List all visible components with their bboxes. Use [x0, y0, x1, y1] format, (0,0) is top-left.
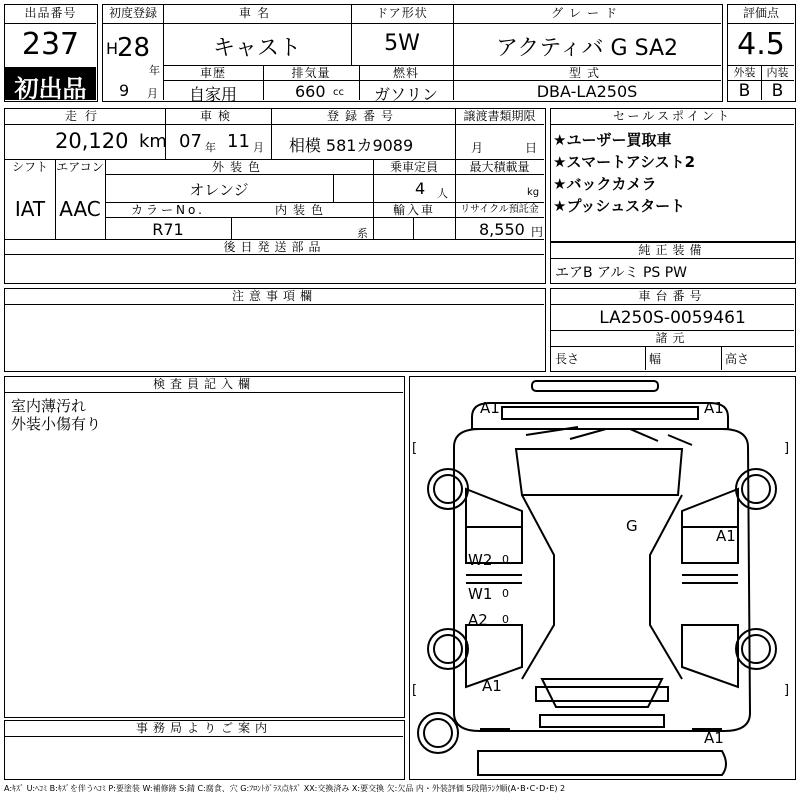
displacement-label: 排気量	[291, 66, 331, 80]
chassis-number: LA250S-0059461	[599, 308, 746, 328]
damage-diagram-box: A1 A1 G A1 W2 W1 A2 A1 A1 0 0 0 [ ] [ ]	[409, 376, 796, 780]
transfer-label: 譲渡書類期限	[463, 109, 536, 123]
first-reg-label: 初度登録	[108, 6, 157, 20]
chassis-box: 車台番号 LA250S-0059461 諸元 長さ 幅 高さ	[550, 288, 796, 372]
inspector-note: 外装小傷有り	[11, 415, 102, 433]
vehicle-header-box: 初度登録 H 28 年 9 月 車名 キャスト ドア形状 5W グレード アクティバ G SA2 車歴 自家用 排気量 660 cc 燃料 ガソリン 型式 DBA-LA250S	[102, 4, 723, 102]
score-box	[727, 4, 796, 102]
first-reg-year: 28	[117, 33, 151, 63]
damage-mark-right-door: A1	[716, 527, 736, 545]
exterior-color: オレンジ	[189, 181, 249, 199]
mileage-label: 走行	[64, 109, 105, 123]
office-title: 事務局よりご案内	[135, 721, 272, 735]
model-code: DBA-LA250S	[536, 82, 638, 101]
inspection-month: 11	[227, 131, 250, 152]
capacity: 4	[415, 179, 426, 198]
recycle-fee: 8,550	[479, 220, 525, 239]
equipment-box	[550, 242, 796, 284]
lot-box	[4, 4, 98, 102]
fuel-label: 燃料	[392, 66, 419, 80]
damage-legend: A:ｷｽﾞ U:ﾍｺﾐ B:ｷｽﾞを伴うﾍｺﾐ P:要塗装 W:補修跡 S:錆 C:腐食、穴 G:ﾌﾛﾝﾄｶﾞﾗｽ点ｷｽﾞ XX:交換済み X:要交換 欠:欠品 内・外装評価 5段階ﾗﾝｸ順(A･B･C･D･E) 2	[4, 784, 566, 793]
lot-number: 237	[21, 27, 80, 62]
sales-point: ★プッシュスタート	[553, 197, 686, 215]
notes-box	[4, 288, 546, 372]
spec-box: 走行 20,120 km 車検 07 年 11 月 登録番号 相模 581カ9089 譲渡書類期限 月 日 シフト IAT エアコン AAC 外装色 オレンジ 乗車定員 4 人 最大積載量 kg カラーNo. R71 内装色 系 輸入車 リサイクル預託金 8,550 円 後日発送部品	[4, 108, 546, 284]
history-label: 車歴	[199, 66, 226, 80]
dims-title: 諸元	[655, 331, 690, 345]
first-reg-month: 9	[119, 81, 130, 100]
damage-mark-front-left: A1	[480, 399, 500, 417]
exterior-color-label: 外装色	[211, 160, 266, 174]
inspector-title: 検査員記入欄	[152, 377, 255, 391]
displacement: 660	[295, 82, 326, 101]
door-type: 5W	[384, 31, 420, 56]
exterior-grade: B	[738, 81, 751, 101]
aircon: AAC	[59, 197, 101, 221]
color-no: R71	[152, 220, 184, 239]
sales-points-title: セールスポイント	[613, 109, 732, 123]
inspector-note: 室内薄汚れ	[11, 397, 87, 415]
damage-mark-front-right: A1	[704, 399, 724, 417]
chassis-title: 車台番号	[638, 289, 707, 303]
plate-number: 相模 581カ9089	[288, 136, 414, 155]
damage-mark-glass: G	[626, 517, 638, 535]
damage-mark-rear-right: A1	[704, 729, 724, 747]
car-outline-diagram	[410, 377, 794, 778]
recycle-label: リサイクル預託金	[460, 204, 539, 215]
inspector-box	[4, 376, 405, 718]
sales-points-box	[550, 108, 796, 242]
shift: IAT	[14, 197, 46, 221]
model-label: 型式	[568, 66, 605, 80]
mileage: 20,120	[55, 129, 129, 153]
interior-grade: B	[771, 81, 784, 101]
notes-title: 注意事項欄	[231, 289, 317, 303]
lot-label: 出品番号	[24, 6, 77, 20]
office-box	[4, 720, 405, 780]
damage-mark-w1: W1	[468, 585, 493, 603]
shift-label: シフト	[11, 160, 48, 174]
max-load-label: 最大積載量	[469, 160, 530, 174]
damage-mark-rear-left: A1	[482, 677, 502, 695]
car-name: キャスト	[212, 36, 301, 61]
inspection-year: 07	[179, 131, 202, 152]
damage-mark-w2: W2	[468, 551, 493, 569]
aircon-label: エアコン	[56, 160, 104, 174]
score: 4.5	[737, 27, 785, 62]
car-name-label: 車名	[238, 6, 275, 20]
door-label: ドア形状	[376, 6, 428, 20]
exterior-grade-label: 外装	[733, 66, 756, 79]
sales-point: ★ユーザー買取車	[553, 131, 672, 149]
equipment: エアB アルミ PS PW	[555, 265, 688, 281]
history: 自家用	[188, 85, 237, 104]
grade: アクティバ G SA2	[495, 36, 679, 61]
later-parts-label: 後日発送部品	[223, 240, 326, 254]
first-listing-badge: 初出品	[5, 67, 96, 100]
damage-mark-a2: A2	[468, 611, 488, 629]
equipment-title: 純正装備	[638, 243, 707, 257]
capacity-label: 乗車定員	[389, 160, 438, 174]
inspection-label: 車検	[199, 109, 236, 123]
interior-grade-label: 内装	[766, 66, 789, 79]
fuel: ガソリン	[373, 85, 438, 104]
sales-point: ★バックカメラ	[553, 175, 657, 193]
grade-label: グレード	[550, 6, 623, 20]
score-label: 評価点	[742, 6, 779, 20]
import-label: 輸入車	[392, 203, 435, 217]
sales-point: ★スマートアシスト2	[553, 153, 696, 171]
interior-color-label: 内装色	[274, 203, 329, 217]
registration-label: 登録番号	[326, 109, 399, 123]
color-no-label: カラーNo.	[131, 203, 205, 217]
